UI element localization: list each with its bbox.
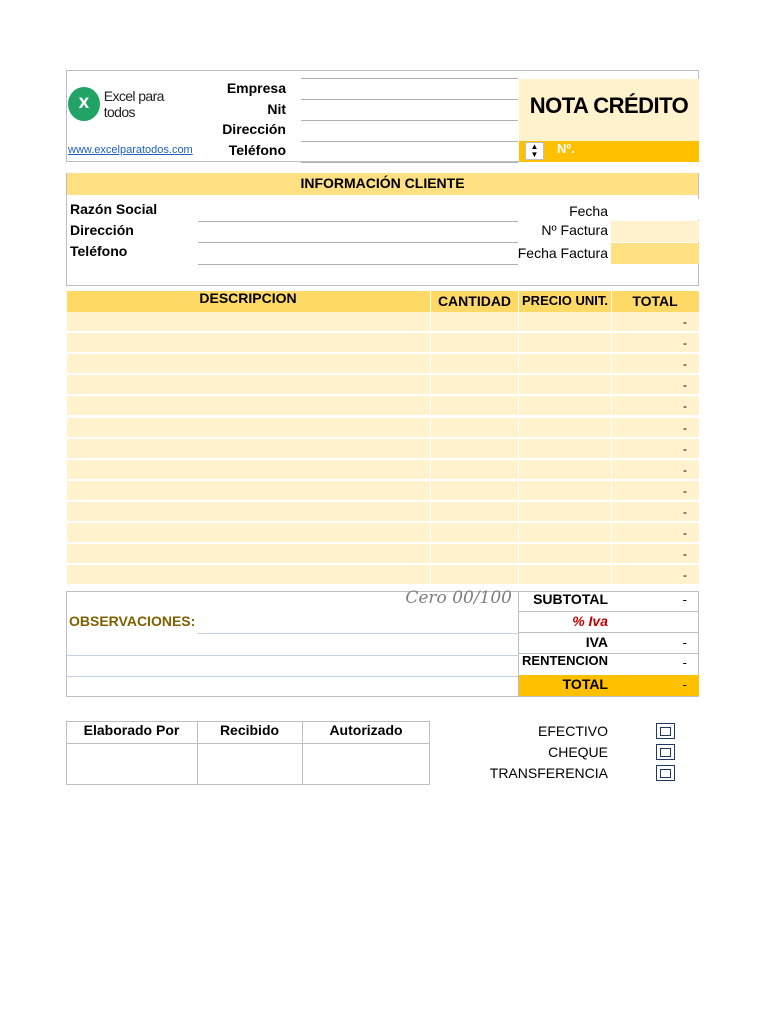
row-total-value: - [683,484,687,498]
empresa-label: Empresa [226,80,286,96]
checkbox-icon [660,769,671,778]
empresa-field[interactable] [301,99,518,100]
column-divider [611,291,612,585]
recibido-header: Recibido [219,722,280,738]
totals-row-line [519,632,699,633]
row-total-value: - [683,568,687,582]
table-row[interactable] [67,439,699,459]
descripcion-header: DESCRIPCION [199,290,297,306]
observations-line[interactable] [67,655,518,656]
observations-label: OBSERVACIONES: [69,613,196,629]
retention-value: - [682,655,687,670]
table-row[interactable] [67,418,699,438]
telefono-field[interactable] [301,162,518,163]
cantidad-header: CANTIDAD [437,293,512,309]
totals-row-line [519,611,699,612]
direccion-field[interactable] [301,141,518,142]
autorizado-header: Autorizado [329,722,403,738]
recibido-signature[interactable] [198,744,302,784]
fecha-factura-label: Fecha Factura [517,245,608,261]
subtotal-label: SUBTOTAL [533,591,608,607]
client-info-title: INFORMACIÓN CLIENTE [67,173,698,195]
row-total-value: - [683,547,687,561]
row-total-value: - [683,399,687,413]
table-row[interactable] [67,333,699,353]
nit-field[interactable] [301,120,518,121]
iva-percent-label: % Iva [572,613,608,629]
table-row[interactable] [67,544,699,564]
client-telefono-label: Teléfono [70,243,128,259]
number-spinner[interactable] [525,142,544,160]
observations-field[interactable] [197,633,518,634]
row-total-value: - [683,378,687,392]
logo-text: Excel para todos [103,88,164,120]
checkbox-icon [660,748,671,757]
transferencia-label: TRANSFERENCIA [489,765,608,781]
row-total-value: - [683,505,687,519]
excel-logo-icon: X [68,87,100,121]
telefono-label: Teléfono [228,142,286,158]
total-header: TOTAL [632,293,678,309]
elaborado-por-header: Elaborado Por [83,722,180,738]
table-row[interactable] [67,502,699,522]
table-row[interactable] [67,565,699,585]
nit-label: Nit [267,101,286,117]
cheque-label: CHEQUE [548,744,608,760]
fecha-factura-field[interactable] [611,243,699,264]
factura-number-field[interactable] [611,221,699,242]
row-total-value: - [683,336,687,350]
row-total-value: - [683,526,687,540]
document-title: NOTA CRÉDITO [529,93,689,118]
razon-social-label: Razón Social [70,201,158,217]
client-direccion-field[interactable] [198,242,518,243]
grand-total-label: TOTAL [562,676,608,692]
table-row[interactable] [67,481,699,501]
table-row[interactable] [67,312,699,332]
spin-down-icon[interactable]: ▼ [530,150,539,159]
client-direccion-label: Dirección [70,222,134,238]
table-row[interactable] [67,375,699,395]
company-logo [68,86,192,122]
spin-up-icon[interactable]: ▲ [530,142,539,151]
row-total-value: - [683,421,687,435]
row-total-value: - [683,315,687,329]
iva-label: IVA [585,634,608,650]
direccion-label: Dirección [222,121,286,137]
table-row[interactable] [67,523,699,543]
row-total-value: - [683,463,687,477]
checkbox-icon [660,727,671,736]
grand-total-value: - [682,677,687,692]
efectivo-label: EFECTIVO [537,723,608,739]
table-row[interactable] [67,396,699,416]
website-link[interactable]: www.excelparatodos.com [68,144,193,156]
table-row[interactable] [67,354,699,374]
transferencia-checkbox[interactable] [656,765,675,781]
column-divider [518,291,519,585]
empresa-field-line [301,78,518,79]
number-label: Nº. [557,141,575,156]
razon-social-field[interactable] [198,221,518,222]
autorizado-signature[interactable] [303,744,429,784]
factura-number-label: Nº Factura [541,222,608,238]
amount-in-words: Cero 00/100 [405,588,512,608]
efectivo-checkbox[interactable] [656,723,675,739]
cheque-checkbox[interactable] [656,744,675,760]
fecha-label: Fecha [569,203,608,219]
number-box [519,141,699,162]
row-total-value: - [683,357,687,371]
row-total-value: - [683,442,687,456]
client-telefono-field[interactable] [198,264,518,265]
observations-line[interactable] [67,676,518,677]
column-divider [430,291,431,585]
fecha-field[interactable] [611,199,699,220]
subtotal-value: - [682,592,687,607]
table-row[interactable] [67,460,699,480]
iva-value: - [682,635,687,650]
precio-unit-header: PRECIO UNIT. [522,293,608,308]
retention-label: RENTENCION [522,653,608,668]
elaborado-por-signature[interactable] [67,744,197,784]
